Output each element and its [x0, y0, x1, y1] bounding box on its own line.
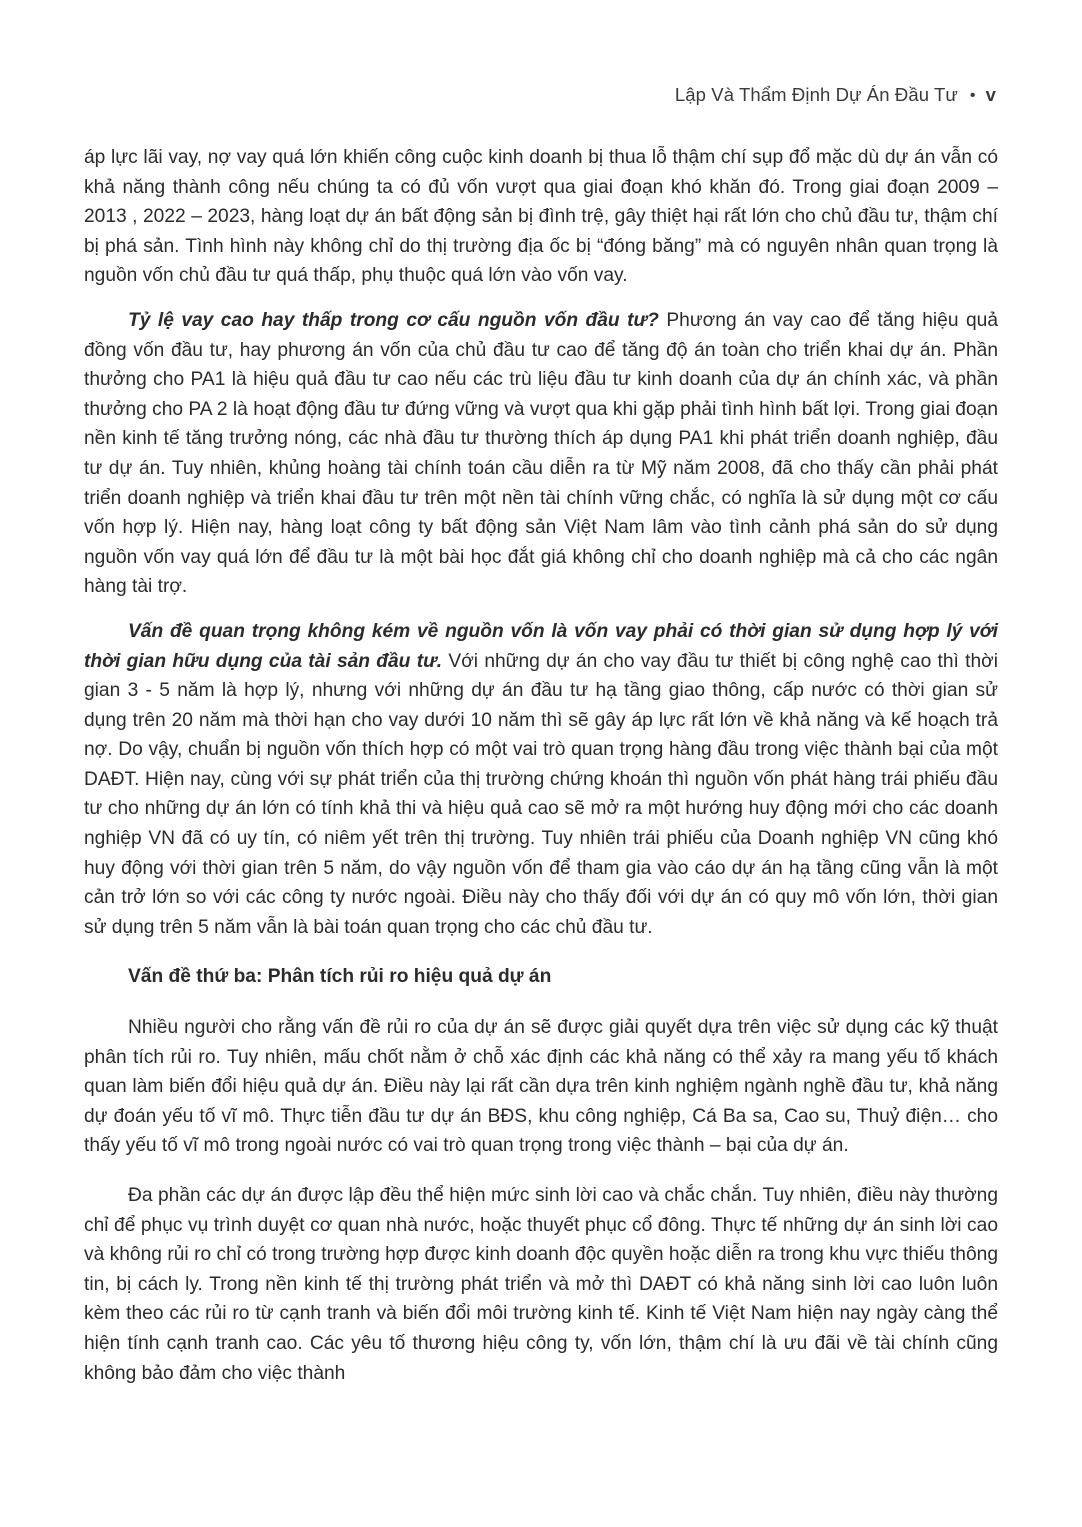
loan-ratio-text: Phương án vay cao để tăng hiệu quả đồng vốn đầu tư, hay phương án vốn của chủ đầu tư cao để tăng độ án toàn cho triển khai dự án. Phần thưởng cho PA1 là hiệu quả đầu tư cao nếu các trù liệu đầu tư kinh doanh của dự án chính xác, và phần thưởng cho PA 2 là hoạt động đầu tư đứng vững và vượt qua khi gặp phải tình hình bất lợi. Trong giai đoạn nền kinh tế tăng trưởng nóng, các nhà đầu tư thường thích áp dụng PA1 khi phát triển doanh nghiệp, đầu tư dự án. Tuy nhiên, khủng hoàng tài chính toán cầu diễn ra từ Mỹ năm 2008, đã cho thấy cần phải phát triển doanh nghiệp và triển khai đầu tư trên một nền tài chính vững chắc, có nghĩa là sử dụng một cơ cấu vốn hợp lý. Hiện nay, hàng loạt công ty bất động sản Việt Nam lâm vào tình cảnh phá sản do sử dụng nguồn vốn vay quá lớn để đầu tư là một bài học đắt giá không chỉ cho doanh nghiệp mà cả cho các ngân hàng tài trợ. — [84, 309, 998, 598]
header-separator: • — [969, 87, 976, 104]
loan-ratio-lead-question: Tỷ lệ vay cao hay thấp trong cơ cấu nguồn vốn đầu tư? — [128, 309, 659, 331]
loan-duration-lead: Vấn đề quan trọng không kém về nguồn vốn là vốn vay phải có thời gian sử dụng hợp lý với thời gian hữu dụng của tài sản đầu tư. — [84, 620, 998, 672]
paragraph-risk-analysis: Nhiều người cho rằng vấn đề rủi ro của dự án sẽ được giải quyết dựa trên việc sử dụng các kỹ thuật phân tích rủi ro. Tuy nhiên, mấu chốt nằm ở chỗ xác định các khả năng có thể xảy ra mang yếu tố khách quan làm biến đổi hiệu quả dự án. Điều này lại rất cần dựa trên kinh nghiệm ngành nghề đầu tư, khả năng dự đoán yếu tố vĩ mô. Thực tiễn đầu tư dự án BĐS, khu công nghiệp, Cá Ba sa, Cao su, Thuỷ điện… cho thấy yếu tố vĩ mô trong ngoài nước có vai trò quan trọng trong việc thành – bại của dự án. — [84, 1017, 998, 1157]
section-heading: Vấn đề thứ ba: Phân tích rủi ro hiệu quả dự án — [128, 966, 552, 988]
paragraph-profitability: Đa phần các dự án được lập đều thể hiện mức sinh lời cao và chắc chắn. Tuy nhiên, điều này thường chỉ để phục vụ trình duyệt cơ quan nhà nước, hoặc thuyết phục cổ đông. Thực tế những dự án sinh lời cao và không rủi ro chỉ có trong trường hợp được kinh doanh độc quyền hoặc diễn ra trong khu vực thiếu thông tin, bị cách ly. Trong nền kinh tế thị trường phát triển và mở thì DAĐT có khả năng sinh lời cao luôn luôn kèm theo các rủi ro từ cạnh tranh và biến đổi môi trường kinh tế. Kinh tế Việt Nam hiện nay ngày càng thể hiện tính cạnh tranh cao. Các yêu tố thương hiệu công ty, vốn lớn, thậm chí là ưu đãi về tài chính cũng không bảo đảm cho việc thành — [84, 1185, 998, 1384]
book-title: Lập Và Thẩm Định Dự Án Đầu Tư — [674, 84, 958, 105]
paragraph-loan-ratio — [84, 306, 998, 602]
page-number: v — [985, 84, 996, 105]
paragraph-loan-duration — [84, 617, 998, 943]
loan-duration-text: Với những dự án cho vay đầu tư thiết bị công nghệ cao thì thời gian 3 - 5 năm là hợp lý, nhưng với những dự án đầu tư hạ tầng giao thông, cấp nước có thời gian sử dụng trên 20 năm mà thời hạn cho vay dưới 10 năm thì sẽ gây áp lực rất lớn về khả năng và kế hoạch trả nợ. Do vậy, chuẩn bị nguồn vốn thích hợp có một vai trò quan trọng hàng đầu trong việc thành bại của một DAĐT. Hiện nay, cùng với sự phát triển của thị trường chứng khoán thì nguồn vốn phát hàng trái phiếu đầu tư cho những dự án lớn có tính khả thi và hiệu quả cao sẽ mở ra một hướng huy động mới cho các doanh nghiệp VN đã có uy tín, có niêm yết trên thị trường. Tuy nhiên trái phiếu của Doanh nghiệp VN cũng khó huy động với thời gian trên 5 năm, do vậy nguồn vốn để tham gia vào cáo dự án hạ tầng cũng vẫn là một cản trở lớn so với các công ty nước ngoài. Điều này cho thấy đối với dự án có quy mô vốn lớn, thời gian sử dụng trên 5 năm vẫn là bài toán quan trọng cho các chủ đầu tư. — [84, 650, 998, 938]
running-header — [675, 84, 996, 106]
paragraph-continuation: áp lực lãi vay, nợ vay quá lớn khiến công cuộc kinh doanh bị thua lỗ thậm chí sụp đổ mặc dù dự án vẫn có khả năng thành công nếu chúng ta có đủ vốn vượt qua giai đoạn khó khăn đó. Trong giai đoạn 2009 – 2013 , 2022 – 2023, hàng loạt dự án bất động sản bị đình trệ, gây thiệt hại rất lớn cho chủ đầu tư, thậm chí bị phá sản. Tình hình này không chỉ do thị trường địa ốc bị “đóng băng” mà có nguyên nhân quan trọng là nguồn vốn chủ đầu tư quá thấp, phụ thuộc quá lớn vào vốn vay. — [84, 147, 998, 287]
page-body — [84, 143, 998, 1388]
